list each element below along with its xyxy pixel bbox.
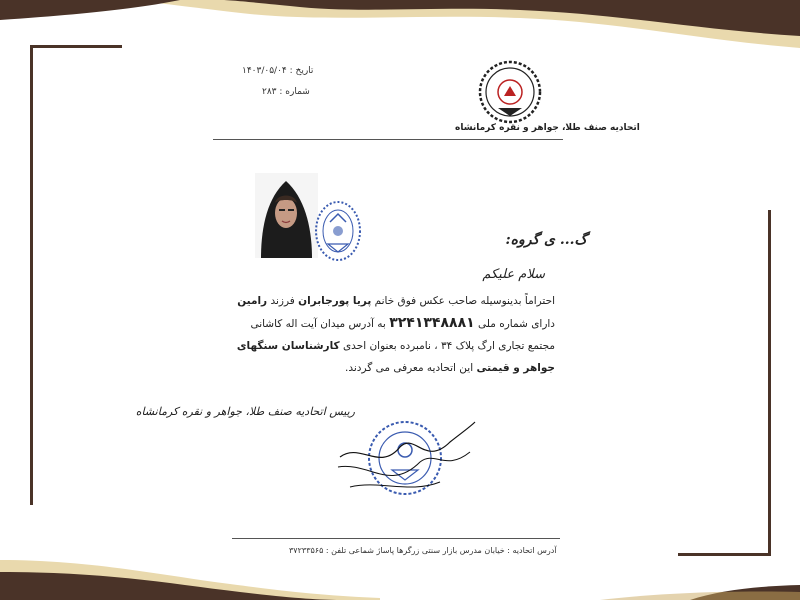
- body-end: این اتحادیه معرفی: [393, 362, 474, 374]
- body-national-id-label: شماره ملی: [478, 318, 528, 330]
- national-id: ۳۲۴۱۳۴۸۸۸۱: [389, 315, 475, 331]
- union-logo: [478, 60, 542, 124]
- body-plaque: پلاک ۳۴ ، نامبرده بعنوان احدی: [342, 340, 475, 352]
- union-name: اتحادیه صنف طلا، جواهر و نقره کرمانشاه: [455, 123, 640, 133]
- body-son-of: فرزند: [270, 295, 295, 307]
- header-rule: [213, 139, 563, 140]
- signature-and-seal: [330, 412, 480, 502]
- holder-name: پریا پورجابران: [298, 295, 372, 307]
- letter-number: شماره : ۲۸۳: [262, 87, 310, 97]
- body-having: دارای: [531, 318, 555, 330]
- footer-rule: [232, 538, 560, 539]
- letter-addressee: گ... ی گروه:: [505, 232, 587, 248]
- letter-body: [225, 290, 555, 379]
- father-name: رامین: [237, 295, 268, 307]
- photo-stamp: [314, 200, 362, 262]
- frame-right-bottom-horizontal: [678, 553, 771, 556]
- holder-photo: [255, 173, 318, 258]
- frame-left-top-horizontal: [30, 45, 122, 48]
- frame-left-vertical: [30, 45, 33, 505]
- top-wave-decoration: [0, 0, 800, 60]
- signature-title: رییس اتحادیه صنف طلا، جواهر و نقره کرمانشاه: [135, 405, 355, 418]
- frame-right-vertical: [768, 210, 771, 555]
- body-address: به آدرس میدان آیت اله کاشانی مجتمع تجاری ارگ: [250, 318, 555, 352]
- letter-greeting: سلام علیکم: [482, 267, 545, 282]
- body-final: می گردند.: [345, 362, 390, 374]
- body-intro: احتراماً بدینوسیله صاحب عکس فوق خانم: [374, 295, 555, 307]
- footer-address: آدرس اتحادیه : خیابان مدرس بازار سنتی زرگرها پاساژ شماعی تلفن : ۳۷۲۳۳۵۶۵: [289, 546, 557, 555]
- letter-date: تاریخ : ۱۴۰۳/۰۵/۰۴: [242, 66, 314, 76]
- holder-role: کارشناسان سنگهای جواهر و قیمتی: [236, 340, 555, 374]
